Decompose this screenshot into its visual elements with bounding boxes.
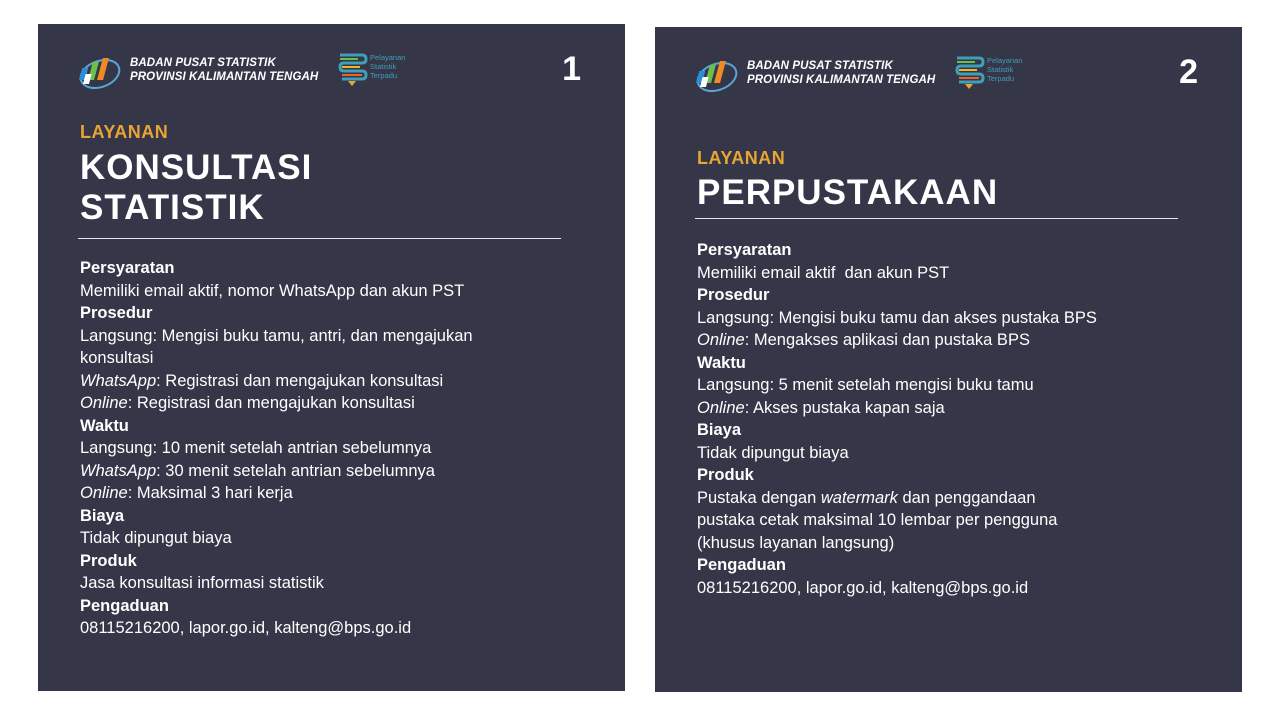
service-card-konsultasi [38, 24, 625, 691]
pst-line-2: Statistik [987, 65, 1014, 74]
pst-line-1: Pelayanan [987, 56, 1023, 65]
pst-line-2: Statistik [370, 62, 397, 71]
prosedur-2-text: : Registrasi dan mengajukan konsultasi [156, 371, 444, 390]
persyaratan-heading: Persyaratan [80, 259, 175, 277]
prosedur-heading: Prosedur [80, 304, 153, 322]
pengaduan-heading: Pengaduan [697, 556, 786, 574]
divider [78, 238, 561, 239]
pst-line-1: Pelayanan [370, 53, 406, 62]
prosedur-line-1: Langsung: Mengisi buku tamu, antri, dan mengajukan [80, 326, 473, 345]
org-line-1: BADAN PUSAT STATISTIK [130, 57, 276, 69]
card-number: 1 [562, 50, 581, 88]
prosedur-2-text: : Mengakses aplikasi dan pustaka BPS [744, 331, 1030, 349]
waktu-heading: Waktu [697, 353, 746, 372]
produk-text: Jasa konsultasi informasi statistik [80, 574, 324, 592]
prosedur-3-text: : Registrasi dan mengajukan konsultasi [127, 394, 415, 412]
prosedur-line-3 [80, 392, 473, 415]
pengaduan-text: 08115216200, lapor.go.id, kalteng@bps.go.id [80, 619, 412, 637]
prosedur-2-label: Online [697, 331, 745, 349]
produk-1b: dan penggandaan [897, 488, 1036, 507]
waktu-line-3 [80, 482, 473, 505]
produk-line-1 [697, 487, 1097, 510]
bps-logo-icon [78, 54, 122, 90]
org-name [130, 56, 318, 84]
produk-heading: Produk [697, 466, 754, 484]
card-title [697, 173, 998, 213]
title-line-1: KONSULTASI [80, 148, 313, 187]
produk-1a: Pustaka dengan [697, 488, 821, 507]
waktu-line-1: Langsung: 5 menit setelah mengisi buku tamu [697, 376, 1034, 394]
org-name [747, 59, 935, 87]
pst-logo [336, 49, 426, 91]
prosedur-line-1: Langsung: Mengisi buku tamu dan akses pustaka BPS [697, 308, 1097, 327]
waktu-heading: Waktu [80, 416, 129, 435]
card-body [697, 239, 1097, 599]
org-line-2: PROVINSI KALIMANTAN TENGAH [130, 71, 319, 83]
waktu-3-label: Online [80, 484, 128, 502]
waktu-2-label: Online [697, 398, 745, 417]
waktu-line-2 [697, 397, 1097, 420]
pst-line-3: Terpadu [987, 74, 1015, 83]
service-card-perpustakaan [655, 27, 1242, 692]
divider [695, 218, 1178, 219]
produk-line-3: (khusus layanan langsung) [697, 533, 895, 552]
waktu-2-label: WhatsApp [80, 461, 157, 480]
waktu-line-2 [80, 460, 473, 483]
biaya-text: Tidak dipungut biaya [80, 529, 232, 547]
card-title [80, 148, 312, 228]
prosedur-line-1b: konsultasi [80, 349, 154, 367]
prosedur-line-2 [697, 329, 1097, 352]
card-kicker: LAYANAN [80, 122, 169, 142]
pst-logo-icon [953, 52, 985, 92]
produk-line-2: pustaka cetak maksimal 10 lembar per pengguna [697, 511, 1058, 529]
persyaratan-heading: Persyaratan [697, 241, 792, 259]
org-line-1: BADAN PUSAT STATISTIK [747, 60, 893, 72]
prosedur-line-2 [80, 370, 473, 393]
bps-logo-icon [695, 57, 739, 93]
persyaratan-text: Memiliki email aktif dan akun PST [697, 263, 950, 282]
persyaratan-text: Memiliki email aktif, nomor WhatsApp dan akun PST [80, 281, 465, 300]
prosedur-heading: Prosedur [697, 286, 770, 304]
waktu-3-text: : Maksimal 3 hari kerja [127, 484, 293, 502]
prosedur-2-label: WhatsApp [80, 371, 157, 390]
pengaduan-heading: Pengaduan [80, 596, 169, 615]
org-line-2: PROVINSI KALIMANTAN TENGAH [747, 74, 936, 86]
card-number: 2 [1179, 53, 1198, 91]
card-kicker: LAYANAN [697, 148, 786, 168]
pst-logo-icon [336, 49, 368, 89]
prosedur-3-label: Online [80, 394, 128, 412]
produk-heading: Produk [80, 551, 137, 570]
title-line-2: STATISTIK [80, 188, 265, 227]
waktu-2-text: : Akses pustaka kapan saja [744, 398, 945, 417]
biaya-text: Tidak dipungut biaya [697, 443, 849, 462]
title-line-1: PERPUSTAKAAN [697, 173, 999, 212]
biaya-heading: Biaya [80, 506, 125, 525]
pst-logo [953, 52, 1043, 94]
produk-1-em: watermark [820, 488, 898, 507]
biaya-heading: Biaya [697, 421, 742, 439]
waktu-2-text: : 30 menit setelah antrian sebelumnya [156, 461, 435, 480]
pengaduan-text: 08115216200, lapor.go.id, kalteng@bps.go.id [697, 578, 1029, 597]
waktu-line-1: Langsung: 10 menit setelah antrian sebelumnya [80, 439, 432, 457]
card-body [80, 257, 473, 640]
pst-line-3: Terpadu [370, 71, 398, 80]
